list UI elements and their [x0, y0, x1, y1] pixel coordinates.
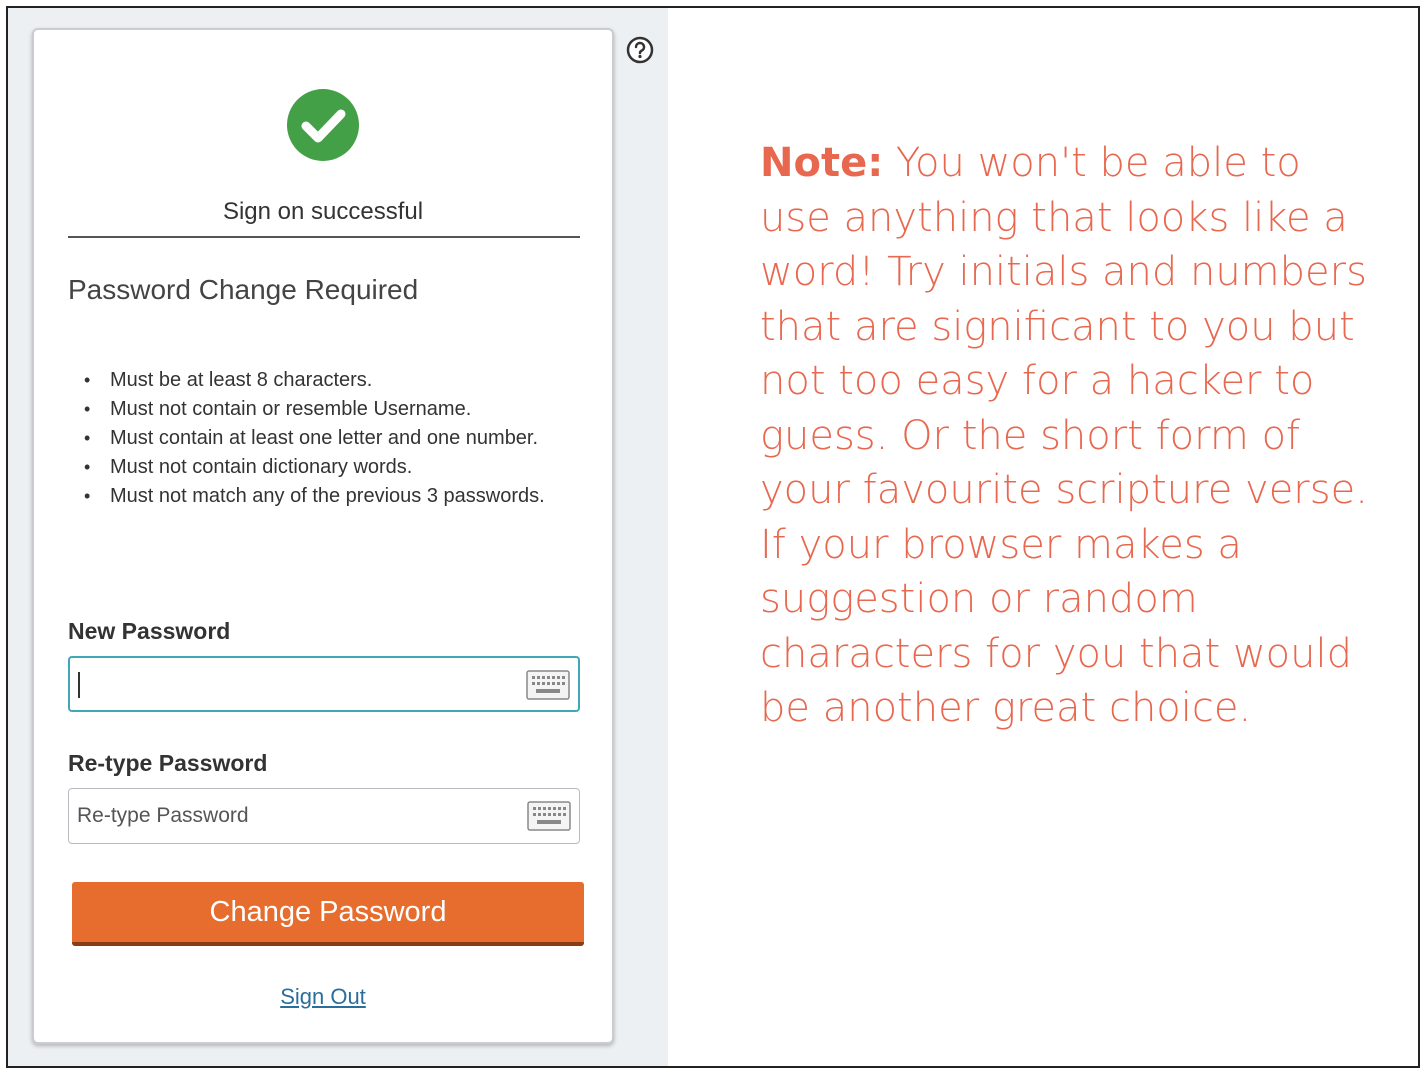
screenshot-frame: [6, 6, 1420, 1068]
note-label: Note:: [760, 140, 884, 186]
sign-out-link[interactable]: Sign Out: [280, 984, 366, 1009]
keyboard-icon[interactable]: [527, 801, 571, 831]
keyboard-icon[interactable]: [526, 670, 570, 700]
change-password-button[interactable]: Change Password: [72, 882, 584, 946]
section-title: Password Change Required: [68, 274, 419, 305]
text-caret: [78, 672, 80, 698]
password-rule: • Must contain at least one letter and one number.: [68, 424, 548, 453]
password-rule: • Must not contain dictionary words.: [68, 453, 548, 482]
new-password-field-wrapper[interactable]: [68, 656, 580, 712]
password-rule: • Must not contain or resemble Username.: [68, 395, 548, 424]
retype-password-field-wrapper[interactable]: [68, 788, 580, 844]
check-circle-icon: [286, 88, 360, 162]
new-password-label: New Password: [68, 618, 231, 644]
note-body: You won't be able to use anything that looks like a word! Try initials and numbers that are significant to you but not too easy for a hacker to guess. Or the short form of your favourite scripture verse. If your browser makes a suggestion or random characters for you that would be another great choice.: [760, 140, 1368, 731]
password-change-card: [32, 28, 614, 1044]
sign-on-status: Sign on successful: [222, 198, 424, 225]
login-pane: [8, 8, 668, 1066]
note-text: [760, 136, 1380, 736]
password-rule: • Must not match any of the previous 3 passwords.: [68, 482, 548, 511]
question-circle-icon[interactable]: [626, 36, 654, 64]
retype-password-label: Re-type Password: [68, 750, 268, 776]
password-rules-list: [68, 366, 548, 511]
retype-password-input[interactable]: [77, 789, 517, 843]
new-password-input[interactable]: [78, 658, 518, 710]
divider: [68, 236, 580, 238]
password-rule: • Must be at least 8 characters.: [68, 366, 548, 395]
